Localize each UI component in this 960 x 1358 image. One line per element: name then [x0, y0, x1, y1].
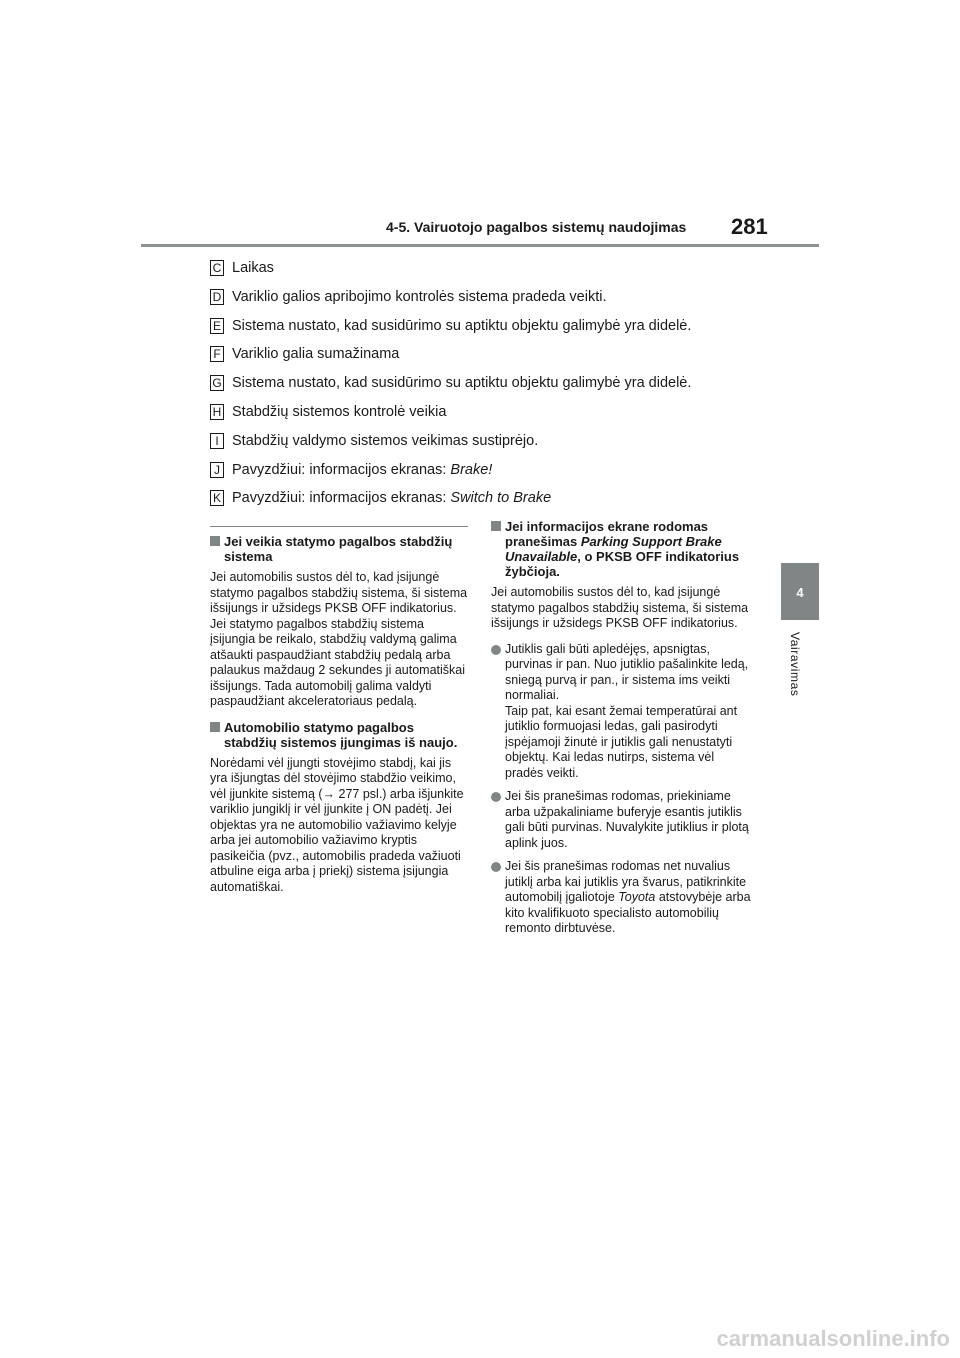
step-text-plain: Pavyzdžiui: informacijos ekranas:	[232, 461, 451, 478]
right-heading-post: , o PKSB OFF indikatorius žybčioja.	[505, 549, 740, 579]
bullet-item	[491, 859, 751, 937]
step-item	[210, 345, 399, 363]
step-text-italic: Brake!	[450, 461, 493, 478]
section2-body: Norėdami vėl įjungti stovėjimo stabdį, kai jis yra išjungtas dėl stovėjimo stabdžio veikimo, vėl įjunkite sistemą (→ 277 psl.) arba išjunkite variklio jungiklį ir vėl įjunkite į ON padėtį. Jei objektas yra ne automobilio važiavimo kelyje arba jei automobilio važiavimo kryptis pasikeičia (pvz., automobilis pradeda važiuoti atbuline eiga arba į priekį) sistema įsijungia automatiškai.	[210, 755, 464, 894]
section-heading	[210, 534, 468, 564]
step-text	[232, 433, 538, 449]
step-text-plain: Stabdžių sistemos kontrolė veikia	[232, 404, 447, 420]
right-heading-italic: Parking Support Brake Unavailable	[505, 534, 722, 564]
step-text	[232, 260, 274, 276]
section1-body: Jei automobilis sustos dėl to, kad įsijungė statymo pagalbos stabdžių sistema, ši sistema išsijungs ir užsidegs PKSB OFF indikatorius. Jei statymo pagalbos stabdžių sistema įsijungia be reikalo, stabdžių valdymą galima atšaukti paspaudžiant stabdžių pedalą arba palaukus maždaug 2 sekundes ji automatiškai išsijungs. Tada automobilį galima valdyti paspaudžiant akceleratoriaus pedalą.	[210, 570, 468, 708]
right-heading-pre: Jei informacijos ekrane rodomas pranešimas	[505, 519, 709, 549]
round-bullet-icon	[491, 862, 501, 872]
step-text-plain: Laikas	[232, 260, 274, 276]
step-text	[232, 318, 691, 334]
step-text-plain: Pavyzdžiui: informacijos ekranas:	[232, 490, 451, 507]
bullet-item	[491, 789, 751, 851]
left-column	[210, 534, 468, 905]
right-column	[491, 519, 751, 945]
chapter-number: 4	[796, 585, 804, 600]
step-text	[232, 490, 551, 506]
step-letter-box: I	[210, 433, 224, 449]
bullet1-extra-text: Taip pat, kai esant žemai temperatūrai ant jutiklio formuojasi ledas, gali pasirodyti įspėjamoji žinutė ir jutiklis gali nenustatyti objektų. Kai ledas nutirps, sistema vėl pradės veikti.	[505, 703, 738, 780]
step-text-plain: Sistema nustato, kad susidūrimo su aptiktu objektu galimybė yra didelė.	[232, 375, 692, 392]
step-item	[210, 317, 691, 335]
step-letter-box: D	[210, 289, 224, 305]
step-text	[232, 404, 446, 420]
step-letter-box: H	[210, 404, 224, 420]
section1-heading: Jei veikia statymo pagalbos stabdžių sistema	[224, 534, 453, 564]
section-heading	[491, 519, 751, 579]
step-text	[232, 462, 492, 478]
section-heading	[210, 720, 468, 750]
bullet3-italic: Toyota	[618, 890, 656, 904]
step-item	[210, 374, 691, 392]
step-letter-box: K	[210, 490, 224, 506]
step-text-plain: Sistema nustato, kad susidūrimo su aptiktu objektu galimybė yra didelė.	[232, 317, 692, 334]
step-text	[232, 375, 691, 391]
step-item	[210, 489, 551, 507]
step-item	[210, 432, 538, 450]
step-text	[232, 346, 399, 362]
step-letter-box: F	[210, 346, 224, 362]
site-watermark: carmanualsonline.info	[716, 1326, 950, 1351]
bullet2-text: Jei šis pranešimas rodomas, priekiniame arba užpakaliniame buferyje esantis jutiklis gali būti purvinas. Nuvalykite jutiklius ir plotą aplink juos.	[505, 789, 749, 850]
bullet3-post: atstovybėje arba kito kvalifikuoto specialisto automobilių remonto dirbtuvėse.	[505, 890, 751, 935]
step-item	[210, 403, 446, 421]
square-bullet-icon	[491, 521, 501, 531]
bullet1-text: Jutiklis gali būti apledėjęs, apsnigtas, purvinas ir pan. Nuo jutiklio pašalinkite ledą, sniegą purvą ir pan., ir sistema ims veikti normaliai.	[505, 641, 749, 702]
header-divider	[141, 244, 819, 247]
bullet-item	[491, 642, 751, 782]
step-text-plain: Variklio galios apribojimo kontrolės sistema pradeda veikti.	[232, 288, 607, 305]
bullet3-pre: Jei šis pranešimas rodomas net nuvalius jutiklį arba kai jutiklis yra švarus, patikrinkite automobilį įgaliotoje	[505, 859, 747, 904]
step-letter-box: G	[210, 375, 224, 391]
step-item	[210, 288, 607, 306]
chapter-side-tab	[781, 563, 819, 620]
step-letter-box: J	[210, 462, 224, 478]
step-text-plain: Variklio galia sumažinama	[232, 346, 400, 363]
chapter-side-label: Vairavimas	[788, 632, 802, 697]
section-divider	[210, 526, 468, 527]
step-letter-box: C	[210, 260, 224, 276]
step-letter-box: E	[210, 318, 224, 334]
step-item	[210, 461, 492, 479]
round-bullet-icon	[491, 645, 501, 655]
square-bullet-icon	[210, 536, 220, 546]
chapter-title: 4-5. Vairuotojo pagalbos sistemų naudojimas	[386, 219, 687, 235]
step-text-plain: Stabdžių valdymo sistemos veikimas sustiprėjo.	[232, 432, 539, 449]
step-text	[232, 289, 607, 305]
section2-heading: Automobilio statymo pagalbos stabdžių sistemos įjungimas iš naujo.	[224, 719, 458, 750]
step-text-italic: Switch to Brake	[450, 490, 552, 507]
right-body: Jei automobilis sustos dėl to, kad įsijungė statymo pagalbos stabdžių sistema, ši sistema išsijungs ir užsidegs PKSB OFF indikatorius.	[491, 585, 749, 630]
round-bullet-icon	[491, 792, 501, 802]
square-bullet-icon	[210, 722, 220, 732]
step-item	[210, 259, 274, 277]
page-number: 281	[731, 214, 768, 239]
